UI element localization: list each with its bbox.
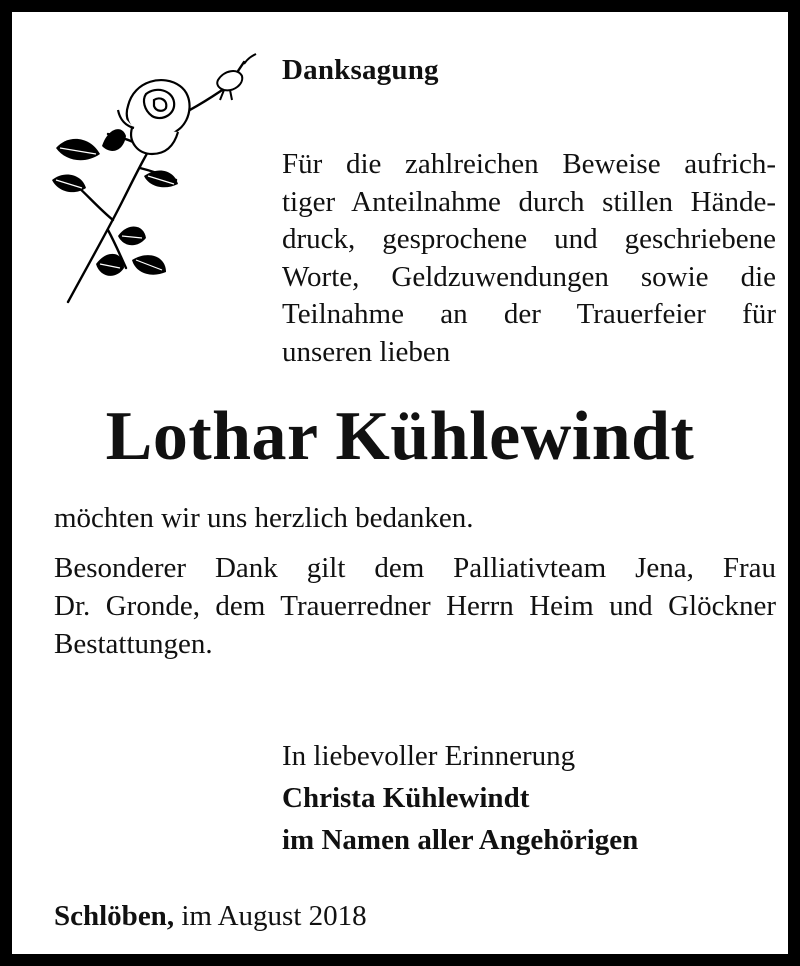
intro-line: Teilnahme an der Trauerfeier für xyxy=(282,298,776,330)
signer-name: Christa Kühlewindt xyxy=(282,782,530,814)
notice-heading: Danksagung xyxy=(282,54,439,86)
closing-phrase: In liebevoller Erinnerung xyxy=(282,740,576,772)
place-date-line xyxy=(54,900,367,933)
special-thanks-paragraph xyxy=(54,549,776,663)
rose-icon xyxy=(48,50,258,308)
special-thanks-line: Besonderer Dank gilt dem Palliativteam Jena, Frau xyxy=(54,552,776,584)
intro-paragraph xyxy=(282,146,776,371)
deceased-name: Lothar Kühlewindt xyxy=(105,398,695,475)
special-thanks-line: Bestattungen. xyxy=(54,628,213,660)
signature-block xyxy=(282,735,638,861)
special-thanks-line: Dr. Gronde, dem Trauerredner Herrn Heim und Glöckner xyxy=(54,590,776,622)
date-text: im August 2018 xyxy=(181,900,367,932)
intro-line: tiger Anteilnahme durch stillen Hände- xyxy=(282,185,776,218)
intro-line: Für die zahlreichen Beweise aufrich- xyxy=(282,148,776,180)
place-name: Schlöben, xyxy=(54,900,175,932)
thanks-line: möchten wir uns herzlich bedanken. xyxy=(54,502,474,534)
intro-line: Worte, Geldzuwendungen sowie die xyxy=(282,260,776,293)
intro-line: unseren lieben xyxy=(282,335,451,368)
intro-line: druck, gesprochene und geschriebene xyxy=(282,223,776,255)
signer-note: im Namen aller Angehörigen xyxy=(282,824,639,856)
